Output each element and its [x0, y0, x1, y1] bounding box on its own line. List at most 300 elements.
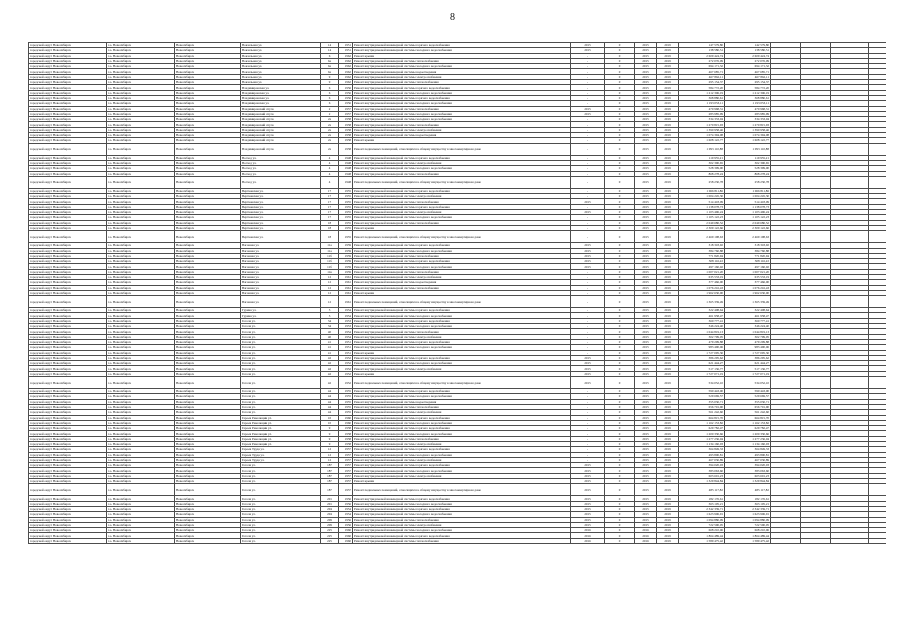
build-year-cell: 1962	[339, 80, 353, 85]
survey-year-cell: 2015	[571, 371, 605, 376]
total-cost-cell: 2 469 198,63	[679, 231, 725, 243]
work-type-cell: Ремонт внутридомовой инженерной системы горячего водоснабжения	[353, 506, 571, 511]
period-end-cell: 2019	[657, 133, 679, 138]
survey-year-cell: 2015	[571, 243, 605, 248]
total-cost-cell: 868 278,24	[679, 171, 725, 176]
locality-cell: Новосибирск	[175, 171, 241, 176]
municipality-cell: городской округ Новосибирск	[29, 199, 107, 204]
fund-cost-cell: 322 408,64	[725, 308, 771, 313]
total-cost-cell: 1 193 053,11	[679, 101, 725, 106]
locality-cell: Новосибирск	[175, 296, 241, 308]
locality-type-cell: г.о. Новосибирск	[107, 329, 175, 334]
work-type-cell: Ремонт внутридомовой инженерной системы горячего водоснабжения	[353, 318, 571, 323]
count-cell: 0	[605, 501, 635, 506]
fund-cost-cell: 363 105,21	[725, 501, 771, 506]
work-type-cell: Ремонт внутридомовой инженерной системы холодного водоснабжения	[353, 111, 571, 116]
build-year-cell: 1960	[339, 420, 353, 425]
build-year-cell: 1952	[339, 366, 353, 371]
street-cell: Вокзальная ул.	[241, 48, 321, 53]
fund-cost-cell: 1 162 153,82	[725, 420, 771, 425]
municipality-cell: городской округ Новосибирск	[29, 463, 107, 468]
work-type-cell: Ремонт крыши	[353, 371, 571, 376]
municipality-cell: городской округ Новосибирск	[29, 160, 107, 165]
survey-year-cell: -	[571, 426, 605, 431]
period-start-cell: 2015	[635, 452, 657, 457]
count-cell: 0	[605, 210, 635, 215]
municipality-cell: городской округ Новосибирск	[29, 127, 107, 132]
municipality-cell: городской округ Новосибирск	[29, 290, 107, 295]
municipality-cell: городской округ Новосибирск	[29, 285, 107, 290]
total-cost-cell: 1 134 160,03	[679, 442, 725, 447]
empty-cell	[771, 484, 801, 496]
work-type-cell: Ремонт внутридомовой инженерной системы теплоснабжения	[353, 220, 571, 225]
fund-cost-cell: 603 601,23	[725, 473, 771, 478]
house-number-cell: 17	[321, 199, 339, 204]
work-type-cell: Ремонт внутридомовой инженерной системы горячего водоснабжения	[353, 415, 571, 420]
build-year-cell: 1955	[339, 225, 353, 230]
period-end-cell: 2019	[657, 64, 679, 69]
build-year-cell: 1957	[339, 447, 353, 452]
work-type-cell: Ремонт внутридомовой инженерной системы горячего водоснабжения	[353, 188, 571, 193]
locality-cell: Новосибирск	[175, 90, 241, 95]
house-number-cell: 11а	[321, 243, 339, 248]
street-cell: Вагонная ул.	[241, 269, 321, 274]
fund-cost-cell: 1 200 330,66	[725, 431, 771, 436]
locality-cell: Новосибирск	[175, 111, 241, 116]
street-cell: Героев Революции ул.	[241, 442, 321, 447]
house-number-cell: 12	[321, 447, 339, 452]
street-cell: Восход ул.	[241, 176, 321, 188]
house-number-cell: 2а	[321, 143, 339, 155]
house-number-cell: 2а	[321, 127, 339, 132]
house-number-cell: 44	[321, 389, 339, 394]
municipality-cell: городской округ Новосибирск	[29, 111, 107, 116]
empty-cell	[831, 176, 869, 188]
build-year-cell: 1952	[339, 355, 353, 360]
locality-cell: Новосибирск	[175, 188, 241, 193]
house-number-cell: 204	[321, 512, 339, 517]
locality-cell: Новосибирск	[175, 80, 241, 85]
fund-cost-cell: 1 007 021,20	[725, 269, 771, 274]
empty-cell	[831, 377, 869, 389]
fund-cost-cell: 694 171,32	[725, 64, 771, 69]
house-number-cell: 12	[321, 274, 339, 279]
fund-cost-cell: 1 074 394,08	[725, 133, 771, 138]
street-cell: Вагонная ул.	[241, 296, 321, 308]
count-cell: 0	[605, 447, 635, 452]
fund-cost-cell: 302 390,65	[725, 160, 771, 165]
house-number-cell: 9	[321, 80, 339, 85]
work-type-cell: Ремонт внутридомовой инженерной системы теплоснабжения	[353, 253, 571, 258]
period-start-cell: 2015	[635, 188, 657, 193]
locality-cell: Новосибирск	[175, 442, 241, 447]
repair-register-table	[28, 42, 886, 544]
fund-cost-cell: 386 295,62	[725, 355, 771, 360]
empty-cell	[771, 231, 801, 243]
street-cell: Героев Революции ул.	[241, 436, 321, 441]
survey-year-cell: -	[571, 415, 605, 420]
house-number-cell: 14	[321, 48, 339, 53]
period-end-cell: 2019	[657, 194, 679, 199]
period-end-cell: 2019	[657, 69, 679, 74]
build-year-cell: 1957	[339, 463, 353, 468]
municipality-cell: городской округ Новосибирск	[29, 69, 107, 74]
period-end-cell: 2019	[657, 210, 679, 215]
street-cell: Гоголя ул.	[241, 522, 321, 527]
build-year-cell: 1951	[339, 48, 353, 53]
locality-cell: Новосибирск	[175, 415, 241, 420]
survey-year-cell: -	[571, 69, 605, 74]
period-start-cell: 2015	[635, 259, 657, 264]
fund-cost-cell: 1 044 819,13	[725, 329, 771, 334]
count-cell: 0	[605, 101, 635, 106]
fund-cost-cell: 138 580,51	[725, 48, 771, 53]
period-start-cell: 2015	[635, 415, 657, 420]
fund-cost-cell: 1 270 815,93	[725, 122, 771, 127]
survey-year-cell: 2015	[571, 522, 605, 527]
house-number-cell: 209	[321, 522, 339, 527]
fund-cost-cell: 1 727 095,30	[725, 350, 771, 355]
period-end-cell: 2019	[657, 308, 679, 313]
count-cell: 0	[605, 355, 635, 360]
work-type-cell: Ремонт внутридомовой инженерной системы электроснабжения	[353, 457, 571, 462]
fund-cost-cell: 1 608 122,77	[725, 138, 771, 143]
total-cost-cell: 668 210,06	[679, 528, 725, 533]
house-number-cell: 41	[321, 350, 339, 355]
period-start-cell: 2015	[635, 253, 657, 258]
count-cell: 0	[605, 389, 635, 394]
street-cell: Владимировский спуск	[241, 133, 321, 138]
work-type-cell: Ремонт внутридомовой инженерной системы теплоснабжения	[353, 285, 571, 290]
period-start-cell: 2015	[635, 463, 657, 468]
street-cell: Вертковская ул.	[241, 210, 321, 215]
period-start-cell: 2015	[635, 457, 657, 462]
period-end-cell: 2019	[657, 420, 679, 425]
survey-year-cell: -	[571, 339, 605, 344]
survey-year-cell: -	[571, 274, 605, 279]
survey-year-cell: 2015	[571, 361, 605, 366]
period-start-cell: 2015	[635, 138, 657, 143]
locality-cell: Новосибирск	[175, 166, 241, 171]
period-start-cell: 2015	[635, 215, 657, 220]
locality-type-cell: г.о. Новосибирск	[107, 160, 175, 165]
house-number-cell: 42	[321, 361, 339, 366]
work-type-cell: Ремонт внутридомовой инженерной системы теплоснабжения	[353, 436, 571, 441]
municipality-cell: городской округ Новосибирск	[29, 274, 107, 279]
municipality-cell: городской округ Новосибирск	[29, 426, 107, 431]
period-start-cell: 2015	[635, 69, 657, 74]
work-type-cell: Ремонт внутридомовой инженерной системы горячего водоснабжения	[353, 426, 571, 431]
locality-type-cell: г.о. Новосибирск	[107, 496, 175, 501]
locality-cell: Новосибирск	[175, 528, 241, 533]
house-number-cell: 2	[321, 111, 339, 116]
period-start-cell: 2015	[635, 377, 657, 389]
period-end-cell: 2019	[657, 496, 679, 501]
period-end-cell: 2019	[657, 345, 679, 350]
house-number-cell: 9	[321, 431, 339, 436]
work-type-cell: Ремонт внутридомовой инженерной системы холодного водоснабжения	[353, 90, 571, 95]
house-number-cell: 10	[321, 420, 339, 425]
house-number-cell: 225	[321, 528, 339, 533]
street-cell: Владимировский спуск	[241, 143, 321, 155]
build-year-cell: 1960	[339, 415, 353, 420]
count-cell: 0	[605, 361, 635, 366]
build-year-cell: 1953	[339, 318, 353, 323]
street-cell: Гоголя ул.	[241, 334, 321, 339]
locality-cell: Новосибирск	[175, 436, 241, 441]
street-cell: Вагонная ул.	[241, 253, 321, 258]
total-cost-cell: 497 160,02	[679, 264, 725, 269]
locality-type-cell: г.о. Новосибирск	[107, 215, 175, 220]
survey-year-cell: 2015	[571, 496, 605, 501]
street-cell: Вокзальная ул.	[241, 74, 321, 79]
build-year-cell: 1948	[339, 166, 353, 171]
street-cell: Героев Труда ул.	[241, 452, 321, 457]
locality-type-cell: г.о. Новосибирск	[107, 296, 175, 308]
work-type-cell: Ремонт внутридомовой инженерной системы горячего водоснабжения	[353, 204, 571, 209]
period-start-cell: 2015	[635, 431, 657, 436]
locality-cell: Новосибирск	[175, 473, 241, 478]
house-number-cell: 14	[321, 43, 339, 48]
work-type-cell: Ремонт внутридомовой инженерной системы горячего водоснабжения	[353, 447, 571, 452]
work-type-cell: Ремонт крыши	[353, 138, 571, 143]
locality-cell: Новосибирск	[175, 69, 241, 74]
empty-cell	[869, 484, 887, 496]
build-year-cell: 1956	[339, 517, 353, 522]
work-type-cell: Ремонт внутридомовой инженерной системы холодного водоснабжения	[353, 345, 571, 350]
street-cell: Вокзальная ул.	[241, 53, 321, 58]
period-end-cell: 2019	[657, 538, 679, 543]
survey-year-cell: -	[571, 313, 605, 318]
period-end-cell: 2019	[657, 101, 679, 106]
period-start-cell: 2015	[635, 58, 657, 63]
locality-type-cell: г.о. Новосибирск	[107, 101, 175, 106]
period-start-cell: 2015	[635, 95, 657, 100]
period-end-cell: 2019	[657, 324, 679, 329]
locality-cell: Новосибирск	[175, 313, 241, 318]
empty-cell	[771, 176, 801, 188]
house-number-cell: 209	[321, 517, 339, 522]
build-year-cell: 1955	[339, 404, 353, 409]
survey-year-cell: -	[571, 188, 605, 193]
locality-cell: Новосибирск	[175, 345, 241, 350]
fund-cost-cell: 283 985,99	[725, 111, 771, 116]
locality-type-cell: г.о. Новосибирск	[107, 355, 175, 360]
period-end-cell: 2019	[657, 106, 679, 111]
municipality-cell: городской округ Новосибирск	[29, 431, 107, 436]
period-start-cell: 2015	[635, 48, 657, 53]
street-cell: Гоголя ул.	[241, 479, 321, 484]
locality-cell: Новосибирск	[175, 243, 241, 248]
fund-cost-cell: 355 030,71	[725, 399, 771, 404]
municipality-cell: городской округ Новосибирск	[29, 248, 107, 253]
total-cost-cell: 603 601,23	[679, 473, 725, 478]
build-year-cell: 1958	[339, 122, 353, 127]
work-type-cell: Ремонт внутридомовой инженерной системы горячего водоснабжения	[353, 155, 571, 160]
street-cell: Восход ул.	[241, 166, 321, 171]
survey-year-cell: -	[571, 95, 605, 100]
street-cell: Владимировский спуск	[241, 122, 321, 127]
locality-cell: Новосибирск	[175, 533, 241, 538]
period-end-cell: 2019	[657, 231, 679, 243]
locality-cell: Новосибирск	[175, 479, 241, 484]
period-end-cell: 2019	[657, 138, 679, 143]
period-end-cell: 2019	[657, 264, 679, 269]
house-number-cell: 6а	[321, 69, 339, 74]
survey-year-cell: -	[571, 410, 605, 415]
fund-cost-cell: 664 815,70	[725, 415, 771, 420]
period-start-cell: 2015	[635, 473, 657, 478]
fund-cost-cell: 308 116,22	[725, 259, 771, 264]
build-year-cell: 1960	[339, 533, 353, 538]
count-cell: 0	[605, 48, 635, 53]
house-number-cell: 42	[321, 371, 339, 376]
period-end-cell: 2019	[657, 253, 679, 258]
street-cell: Владимировская ул.	[241, 95, 321, 100]
count-cell: 0	[605, 176, 635, 188]
house-number-cell: 34	[321, 318, 339, 323]
street-cell: Вагонная ул.	[241, 243, 321, 248]
total-cost-cell: 529 669,57	[679, 394, 725, 399]
municipality-cell: городской округ Новосибирск	[29, 512, 107, 517]
locality-cell: Новосибирск	[175, 366, 241, 371]
municipality-cell: городской округ Новосибирск	[29, 361, 107, 366]
house-number-cell: 2а	[321, 122, 339, 127]
locality-cell: Новосибирск	[175, 318, 241, 323]
locality-type-cell: г.о. Новосибирск	[107, 318, 175, 323]
total-cost-cell: 258 230,78	[679, 176, 725, 188]
count-cell: 0	[605, 473, 635, 478]
locality-type-cell: г.о. Новосибирск	[107, 285, 175, 290]
work-type-cell: Ремонт внутридомовой инженерной системы электроснабжения	[353, 194, 571, 199]
locality-cell: Новосибирск	[175, 48, 241, 53]
locality-type-cell: г.о. Новосибирск	[107, 143, 175, 155]
locality-cell: Новосибирск	[175, 389, 241, 394]
survey-year-cell: -	[571, 138, 605, 143]
locality-type-cell: г.о. Новосибирск	[107, 371, 175, 376]
house-number-cell: 11б	[321, 253, 339, 258]
survey-year-cell: 2015	[571, 484, 605, 496]
house-number-cell: 201	[321, 496, 339, 501]
work-type-cell: Ремонт внутридомовой инженерной системы горячего водоснабжения	[353, 308, 571, 313]
build-year-cell: 1962	[339, 53, 353, 58]
locality-cell: Новосибирск	[175, 231, 241, 243]
build-year-cell: 1952	[339, 377, 353, 389]
count-cell: 0	[605, 442, 635, 447]
total-cost-cell: 1 094 880,09	[679, 517, 725, 522]
work-type-cell: Ремонт внутридомовой инженерной системы горячего водоснабжения	[353, 496, 571, 501]
municipality-cell: городской округ Новосибирск	[29, 243, 107, 248]
build-year-cell: 1958	[339, 138, 353, 143]
total-cost-cell: 467 030,89	[679, 457, 725, 462]
municipality-cell: городской округ Новосибирск	[29, 58, 107, 63]
build-year-cell: 1959	[339, 248, 353, 253]
work-type-cell: Ремонт внутридомовой инженерной системы электроснабжения	[353, 210, 571, 215]
period-end-cell: 2019	[657, 522, 679, 527]
municipality-cell: городской округ Новосибирск	[29, 410, 107, 415]
period-start-cell: 2015	[635, 143, 657, 155]
municipality-cell: городской округ Новосибирск	[29, 452, 107, 457]
survey-year-cell: 2015	[571, 48, 605, 53]
house-number-cell: 12	[321, 457, 339, 462]
house-number-cell: 2а	[321, 117, 339, 122]
locality-cell: Новосибирск	[175, 377, 241, 389]
build-year-cell: 1958	[339, 133, 353, 138]
work-type-cell: Ремонт внутридомовой инженерной системы электроснабжения	[353, 74, 571, 79]
locality-cell: Новосибирск	[175, 308, 241, 313]
survey-year-cell: 2015	[571, 106, 605, 111]
fund-cost-cell: 295 154,37	[725, 80, 771, 85]
period-end-cell: 2019	[657, 371, 679, 376]
build-year-cell: 1959	[339, 269, 353, 274]
total-cost-cell: 635 533,19	[679, 274, 725, 279]
period-start-cell: 2015	[635, 85, 657, 90]
locality-type-cell: г.о. Новосибирск	[107, 399, 175, 404]
house-number-cell: 11б	[321, 264, 339, 269]
table-row	[29, 296, 887, 308]
count-cell: 0	[605, 339, 635, 344]
locality-type-cell: г.о. Новосибирск	[107, 538, 175, 543]
survey-year-cell: 2015	[571, 473, 605, 478]
count-cell: 0	[605, 350, 635, 355]
street-cell: Гоголя ул.	[241, 484, 321, 496]
total-cost-cell: 1 864 489,44	[679, 533, 725, 538]
build-year-cell: 1955	[339, 194, 353, 199]
period-end-cell: 2019	[657, 377, 679, 389]
locality-cell: Новосибирск	[175, 95, 241, 100]
locality-type-cell: г.о. Новосибирск	[107, 225, 175, 230]
empty-cell	[869, 538, 887, 543]
total-cost-cell: 1 162 153,82	[679, 420, 725, 425]
locality-type-cell: г.о. Новосибирск	[107, 58, 175, 63]
build-year-cell: 1954	[339, 313, 353, 318]
period-end-cell: 2019	[657, 447, 679, 452]
build-year-cell: 1955	[339, 231, 353, 243]
locality-type-cell: г.о. Новосибирск	[107, 426, 175, 431]
fund-cost-cell: 635 533,19	[725, 274, 771, 279]
survey-year-cell: -	[571, 296, 605, 308]
count-cell: 0	[605, 43, 635, 48]
empty-cell	[801, 231, 831, 243]
municipality-cell: городской округ Новосибирск	[29, 296, 107, 308]
table-row	[29, 484, 887, 496]
street-cell: Гоголя ул.	[241, 389, 321, 394]
house-number-cell: 42	[321, 377, 339, 389]
survey-year-cell: 2016	[571, 538, 605, 543]
fund-cost-cell: 771 820,94	[725, 253, 771, 258]
empty-cell	[771, 143, 801, 155]
total-cost-cell: 2 049 680,52	[679, 220, 725, 225]
fund-cost-cell: 1 390 958,46	[725, 127, 771, 132]
house-number-cell: 11в	[321, 269, 339, 274]
period-end-cell: 2019	[657, 53, 679, 58]
fund-cost-cell: 383 063,60	[725, 468, 771, 473]
locality-type-cell: г.о. Новосибирск	[107, 166, 175, 171]
locality-cell: Новосибирск	[175, 512, 241, 517]
period-start-cell: 2015	[635, 199, 657, 204]
house-number-cell: 187	[321, 463, 339, 468]
locality-type-cell: г.о. Новосибирск	[107, 345, 175, 350]
period-start-cell: 2015	[635, 274, 657, 279]
fund-cost-cell: 334 333,04	[725, 117, 771, 122]
street-cell: Вокзальная ул.	[241, 58, 321, 63]
municipality-cell: городской округ Новосибирск	[29, 74, 107, 79]
locality-type-cell: г.о. Новосибирск	[107, 127, 175, 132]
fund-cost-cell: 1 066 811,86	[725, 188, 771, 193]
total-cost-cell: 1 727 095,30	[679, 350, 725, 355]
period-start-cell: 2016	[635, 533, 657, 538]
street-cell: Вокзальная ул.	[241, 43, 321, 48]
